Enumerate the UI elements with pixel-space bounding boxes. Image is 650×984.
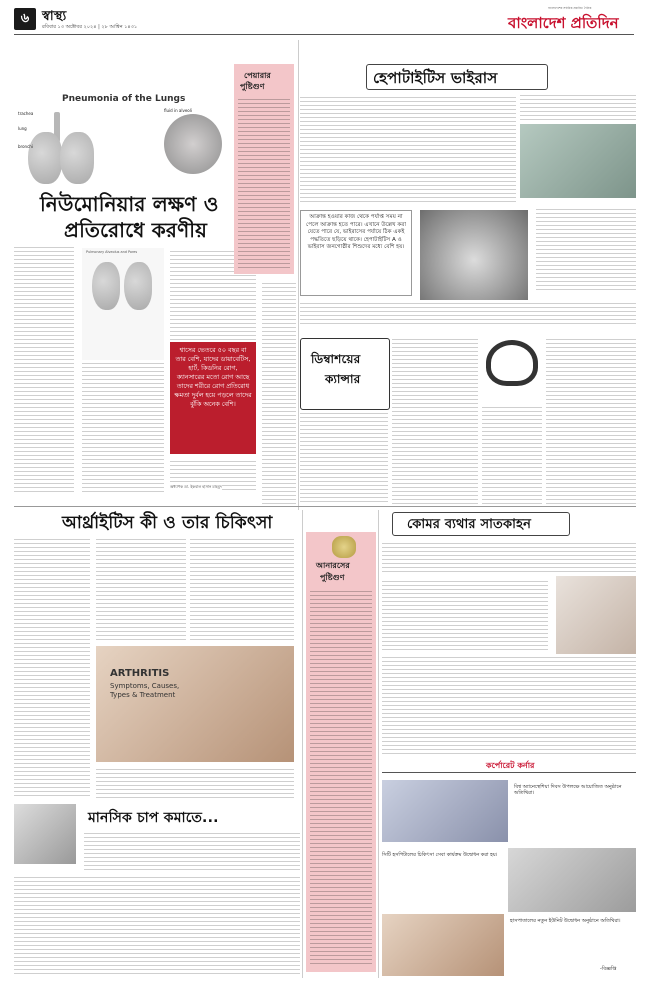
- diagram-label-bronchi: bronchi: [18, 144, 33, 149]
- section-title: স্বাস্থ্য: [42, 9, 67, 24]
- pneumonia-body-col-2: [82, 360, 164, 492]
- pneumonia-quote: শ্বাসের ভেতরে ৫০ বছর বা তার বেশি, যাদের ডায়াবেটিস, হার্ট, কিডনির রোগ, ক্যানসারের মতো রোগ আছে তাদের শরীরে রোগ প্রতিরোধ ক্ষমতা দুর্বল হয়ে পড়লে তাদের ঝুঁকি অনেক বেশি।: [174, 346, 252, 408]
- right-lung-shape: [60, 132, 94, 184]
- arthritis-body-1: [14, 536, 90, 798]
- pineapple-title-2: পুষ্টিগুণ: [320, 573, 345, 582]
- cancer-body-2: [546, 336, 636, 504]
- hepatitis-callout-box: [300, 210, 412, 296]
- cancer-headline-2: ক্যান্সার: [325, 372, 361, 386]
- pneumonia-diagram: [14, 64, 232, 189]
- illustration-left-lung: [92, 262, 120, 310]
- pineapple-image: [332, 536, 356, 558]
- pneumonia-byline: অধ্যাপক ডা. ইকবাল হাসান মাহমুদ: [170, 484, 222, 489]
- corporate-byline: -বিজ্ঞপ্তি: [600, 966, 617, 972]
- column-divider-1: [298, 40, 299, 510]
- corporate-caption-2: সিটি হসপিটালের চিকিৎসা সেবা কার্যক্রম উদ্বোধন করা হয়।: [382, 852, 498, 858]
- corporate-photo-3: [382, 914, 504, 976]
- brand-tagline: বাংলাদেশের সর্বাধিক প্রচারিত দৈনিক: [548, 6, 592, 10]
- guava-nutrition-box: [234, 64, 294, 274]
- pneumonia-headline-2: প্রতিরোধে করণীয়: [64, 218, 208, 242]
- brand-logo: বাংলাদেশ প্রতিদিন: [508, 14, 619, 32]
- cancer-body-1: [392, 336, 478, 504]
- arthritis-body-2: [96, 536, 186, 640]
- back-pain-body-1: [382, 540, 636, 574]
- guava-title-2: পুষ্টিগুণ: [240, 82, 265, 91]
- hepatitis-body-4: [300, 300, 636, 326]
- stress-image: [14, 804, 76, 864]
- corporate-caption-3: হাসপাতালের নতুন ইউনিট উদ্বোধন অনুষ্ঠানে অতিথিরা।: [510, 918, 621, 924]
- hepatitis-virus-image: [420, 210, 528, 310]
- pneumonia-body-right: [262, 280, 296, 504]
- arthritis-body-4: [96, 766, 294, 798]
- pineapple-nutrition-box: [306, 532, 376, 972]
- hepatitis-callout: আক্রান্ত হওয়ার কাজ থেকে পর্যাপ্ত সময় না পেলে আক্রান্ত হতে পারে। এখানে উল্লেখ করা যেতে পারে যে, ভাইরাসের পর্যায়ে ঠিক একই পদ্ধতিতে ছড়িয়ে থাকে। হেপাটাইটিস A ও ভাইরাস জনগোষ্ঠীর শিশুদের মধ্যে বেশি হয়।: [306, 214, 406, 251]
- hepatitis-headline: হেপাটাইটিস ভাইরাস: [373, 69, 498, 87]
- cancer-headline-box: [300, 338, 390, 410]
- corporate-corner-label: কর্পোরেট কর্নার: [486, 761, 535, 770]
- stress-body-2: [14, 874, 300, 974]
- lungs-illustration: [82, 248, 164, 360]
- diagram-title: Pneumonia of the Lungs: [62, 94, 186, 104]
- column-divider-2: [302, 510, 303, 978]
- corporate-photo-2: [508, 848, 636, 912]
- pneumonia-body-col-1: [14, 244, 74, 492]
- issue-date: রবিবার ১৩ অক্টোবর ২০২৪ | ২৮ আশ্বিন ১৪৩১: [42, 24, 138, 30]
- cancer-headline-1: ডিম্বাশয়ের: [311, 352, 361, 366]
- diagram-label-lung: lung: [18, 126, 27, 131]
- header-divider: [14, 34, 634, 35]
- diagram-label-trachea: trachea: [18, 111, 34, 116]
- pneumonia-quote-box: [170, 342, 256, 454]
- heart-stethoscope-shape: [486, 340, 538, 386]
- back-pain-image: [556, 576, 636, 654]
- hepatitis-body-1: [300, 94, 516, 204]
- arthritis-image-subtitle: Symptoms, Causes, Types & Treatment: [110, 682, 180, 699]
- illustration-right-lung: [124, 262, 152, 310]
- guava-body: [238, 96, 290, 270]
- arthritis-image-title: ARTHRITIS: [110, 668, 170, 679]
- pneumonia-headline-1: নিউমোনিয়ার লক্ষণ ও: [40, 192, 219, 216]
- diagram-label-fluid: fluid in alveoli: [164, 108, 192, 113]
- column-divider-3: [378, 510, 379, 978]
- arthritis-headline: আর্থ্রাইটিস কী ও তার চিকিৎসা: [62, 513, 273, 533]
- section-divider-middle: [14, 506, 636, 507]
- alveoli-shape: [164, 114, 222, 174]
- cancer-body-4: [482, 404, 542, 504]
- stress-body-1: [84, 830, 300, 870]
- arthritis-body-3: [190, 536, 294, 640]
- left-lung-shape: [28, 132, 62, 184]
- pineapple-title-1: আনারসের: [316, 561, 350, 570]
- lungs-illustration-label: Pulmonary Alveolus and Pores: [86, 250, 138, 254]
- back-pain-headline: কোমর ব্যথার সাতকাহন: [407, 517, 532, 532]
- hepatitis-body-3: [536, 206, 636, 290]
- cancer-ribbon-image: [482, 336, 542, 400]
- corporate-divider: [382, 772, 636, 773]
- hepatitis-liver-image: [520, 124, 636, 198]
- page-number-badge: ৬: [14, 8, 36, 30]
- hepatitis-headline-box: [366, 64, 548, 90]
- corporate-caption-1: বিশ্ব অ্যানেস্থেশিয়া দিবস উপলক্ষে আয়োজিত অনুষ্ঠানে অতিথিরা।: [514, 784, 622, 797]
- pineapple-body: [310, 588, 372, 964]
- back-pain-headline-box: [392, 512, 570, 536]
- hepatitis-body-2: [520, 92, 636, 120]
- back-pain-body-2: [382, 578, 548, 650]
- guava-title-1: পেয়ারার: [244, 71, 271, 80]
- arthritis-image: [96, 646, 294, 762]
- corporate-photo-1: [382, 780, 508, 842]
- back-pain-body-3: [382, 654, 636, 754]
- cancer-body-3: [300, 410, 388, 504]
- stress-headline: মানসিক চাপ কমাতে...: [88, 810, 219, 826]
